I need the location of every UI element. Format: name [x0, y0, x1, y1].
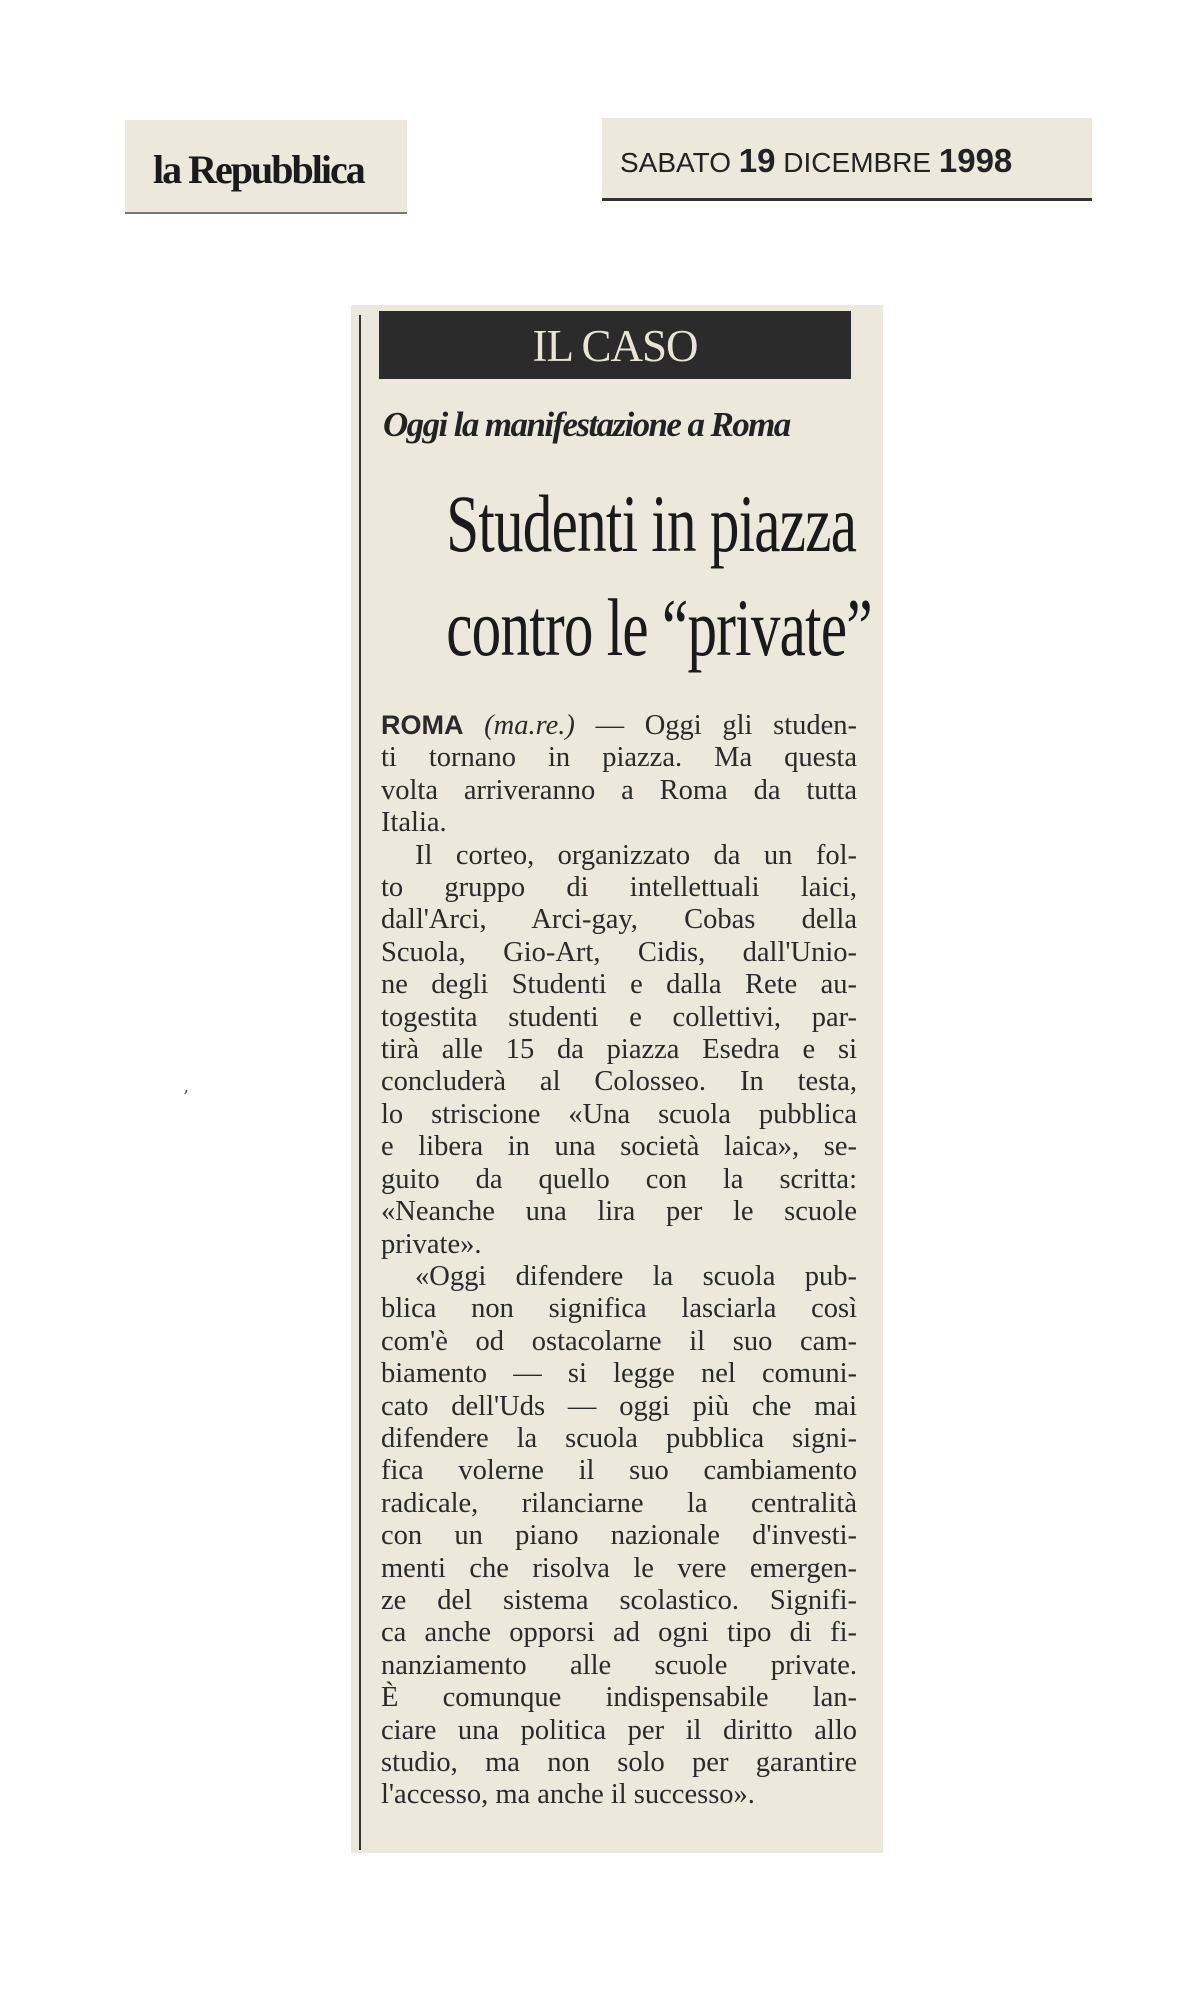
body-line: menti che risolva le vere emergen-	[381, 1552, 857, 1584]
body-line: Scuola, Gio-Art, Cidis, dall'Unio-	[381, 936, 857, 968]
body-line: ca anche opporsi ad ogni tipo di fi-	[381, 1617, 857, 1649]
body-line: guito da quello con la scritta:	[381, 1163, 857, 1195]
body-line: e libera in una società laica», se-	[381, 1131, 857, 1163]
body-line: nanziamento alle scuole private.	[381, 1649, 857, 1681]
scan-speck: ’	[183, 1087, 189, 1108]
body-line: blica non significa lasciarla così	[381, 1293, 857, 1325]
article-body	[381, 709, 857, 1812]
body-line: È comunque indispensabile lan-	[381, 1682, 857, 1714]
newspaper-logo: la Repubblica	[153, 147, 364, 192]
article-byline: (ma.re.)	[484, 710, 575, 741]
body-line: private».	[381, 1228, 482, 1260]
masthead-clipping	[125, 120, 407, 214]
body-line: radicale, rilanciarne la centralità	[381, 1487, 857, 1519]
body-line: togestita studenti e collettivi, par-	[381, 1001, 857, 1033]
body-line: l'accesso, ma anche il successo».	[381, 1779, 755, 1811]
body-line: volta arriveranno a Roma da tutta	[381, 774, 857, 806]
kicker-bar	[379, 311, 851, 379]
publication-date	[620, 142, 1012, 180]
date-year: 1998	[938, 142, 1013, 179]
body-line: ne degli Studenti e dalla Rete au-	[381, 969, 857, 1001]
body-line: lo striscione «Una scuola pubblica	[381, 1098, 857, 1130]
body-line: fica volerne il suo cambiamento	[381, 1455, 857, 1487]
article-clipping	[351, 305, 883, 1853]
date-day: 19	[738, 142, 776, 179]
headline-line-2: contro le “private”	[446, 582, 872, 673]
date-weekday: SABATO	[620, 147, 732, 178]
kicker-label: IL CASO	[532, 321, 698, 371]
dateline-clipping	[602, 118, 1092, 201]
body-line: biamento — si legge nel comuni-	[381, 1358, 857, 1390]
column-rule	[359, 315, 361, 1850]
body-line-text: — Oggi gli studen-	[595, 710, 857, 741]
body-line: ciare una politica per il diritto allo	[381, 1714, 857, 1746]
body-line: dall'Arci, Arci-gay, Cobas della	[381, 904, 857, 936]
date-month: DICEMBRE	[783, 147, 932, 178]
body-line: tirà alle 15 da piazza Esedra e si	[381, 1034, 857, 1066]
body-line: ze del sistema scolastico. Signifi-	[381, 1584, 857, 1616]
body-line	[381, 709, 857, 742]
body-line: ti tornano in piazza. Ma questa	[381, 742, 857, 774]
article-subhead: Oggi la manifestazione a Roma	[383, 405, 790, 444]
headline-line-1: Studenti in piazza	[446, 478, 857, 569]
body-line: concluderà al Colosseo. In testa,	[381, 1066, 857, 1098]
body-line: com'è od ostacolarne il suo cam-	[381, 1325, 857, 1357]
body-line: con un piano nazionale d'investi-	[381, 1520, 857, 1552]
body-line: studio, ma non solo per garantire	[381, 1747, 857, 1778]
body-line: Italia.	[381, 807, 447, 839]
body-line: to gruppo di intellettuali laici,	[381, 872, 857, 904]
body-line: Il corteo, organizzato da un fol-	[415, 839, 857, 871]
body-line: «Oggi difendere la scuola pub-	[415, 1260, 857, 1292]
body-line: «Neanche una lira per le scuole	[381, 1196, 857, 1228]
article-city: ROMA	[381, 710, 464, 740]
body-line: cato dell'Uds — oggi più che mai	[381, 1390, 857, 1422]
body-line: difendere la scuola pubblica signi-	[381, 1422, 857, 1454]
